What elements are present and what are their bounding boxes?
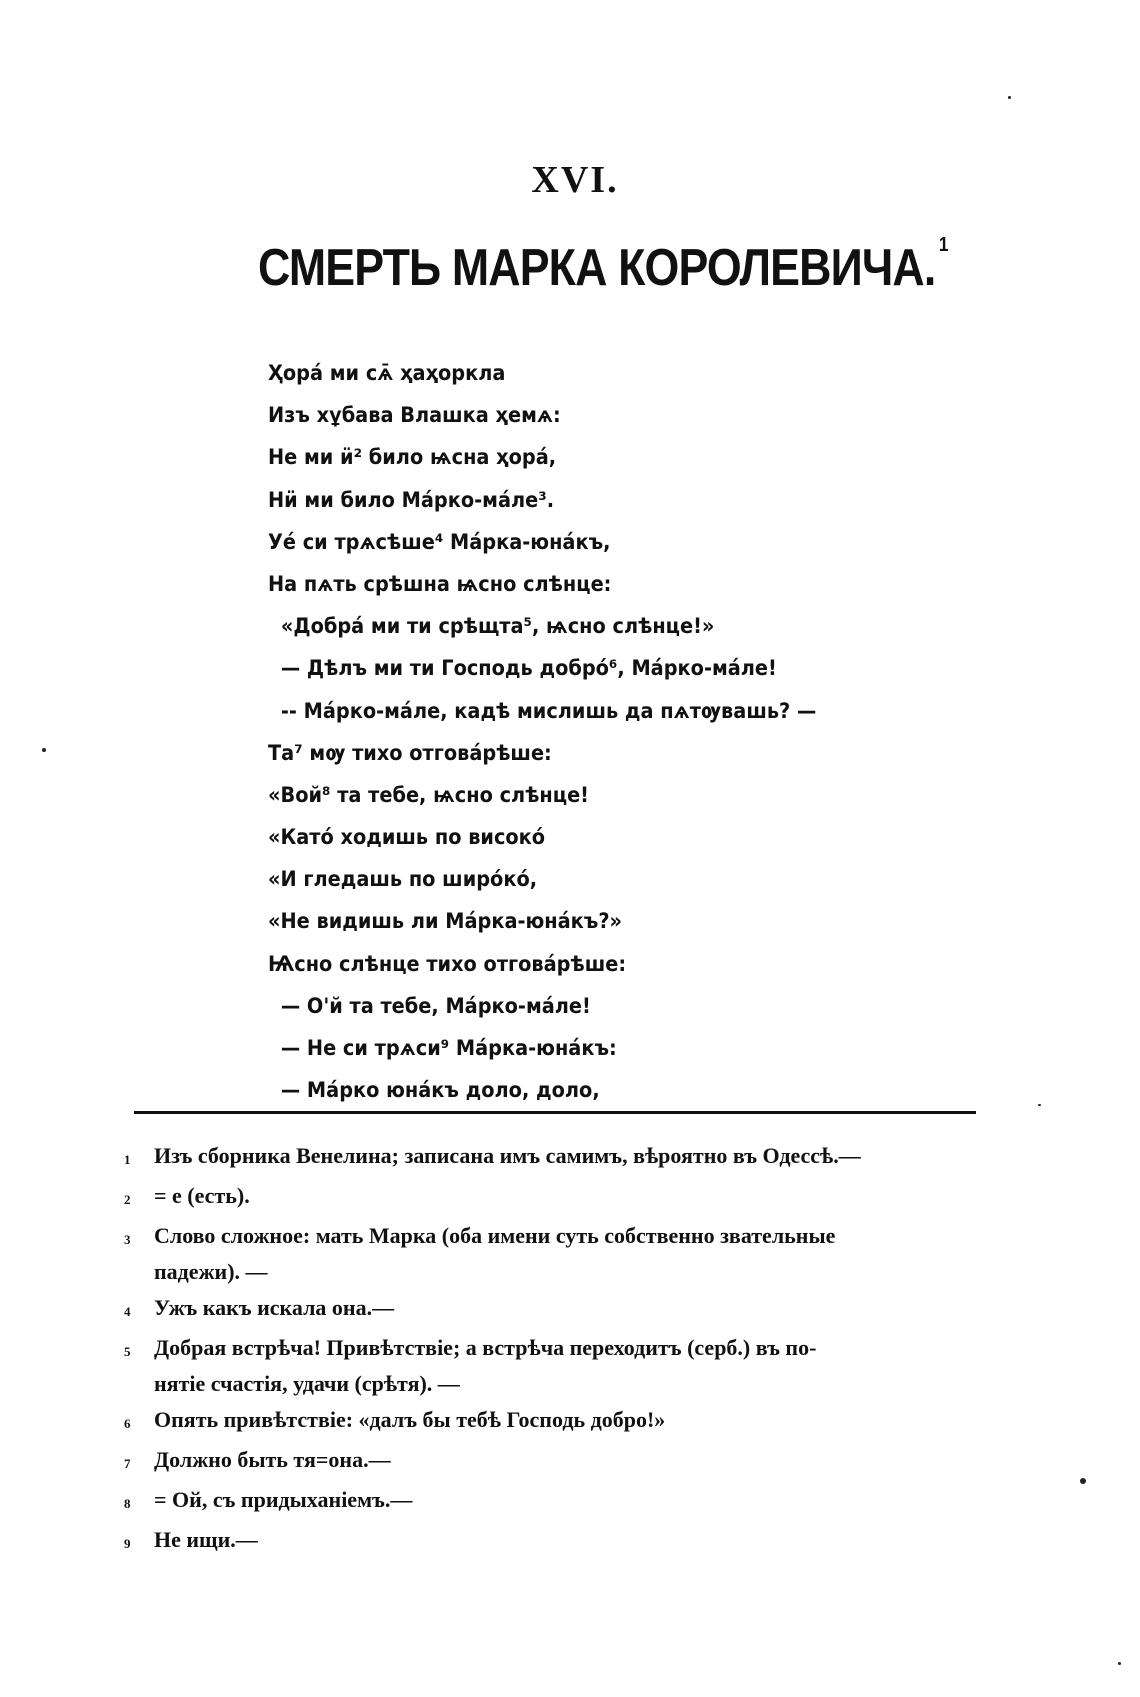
footnote-number: 1 — [124, 1152, 131, 1167]
poem-line: -- Мáрко-мáле, кадѣ мислишь да пѧтѹвашь? — — [280, 698, 817, 723]
footnote-line: Должно быть тя=она.— — [154, 1447, 391, 1472]
poem-line: — О'й та тебе, Мáрко-мáле! — [280, 993, 591, 1018]
poem-line: «Добрá ми ти срѣщта⁵, ѩсно слѣнце!» — [280, 614, 715, 639]
poem-line: Изъ хұбава Влашка ҳемѧ: — [268, 403, 561, 428]
footnote-text — [154, 1178, 1004, 1214]
poem-line: Не ми ӥ² било ѩсна ҳорá, — [268, 445, 557, 470]
poem-line: Ҳорá ми сѧ̄ ҳаҳоркла — [268, 361, 506, 385]
footnote-text — [154, 1522, 1004, 1558]
footnotes — [124, 1138, 1004, 1562]
footnote-line: Слово сложное: мать Марка (оба имени суть собственно звательные — [154, 1223, 836, 1248]
footnote-text — [154, 1290, 1004, 1326]
footnote-text — [154, 1218, 1004, 1290]
footnote — [124, 1330, 1004, 1402]
footnote — [124, 1290, 1004, 1330]
footnote — [124, 1138, 1004, 1178]
footnote-line: Изъ сборника Венелина; записана имъ самимъ, вѣроятно въ Одессѣ.— — [154, 1143, 861, 1168]
footnote-line: падежи). — — [154, 1259, 268, 1284]
footnote-number: 3 — [124, 1232, 131, 1247]
print-speck — [1118, 1662, 1121, 1665]
poem-line: «Като́ ходишь по високо́ — [268, 825, 546, 850]
poem-line: Та⁷ мѹ тихо отговáрѣше: — [268, 740, 552, 765]
title-footnote-mark: 1 — [938, 234, 948, 256]
footnote-number: 6 — [124, 1416, 131, 1431]
footnote-line: Добрая встрѣча! Привѣтствіе; а встрѣча переходитъ (серб.) въ по- — [154, 1335, 817, 1360]
page-title-text: СМЕРТЬ МАРКА КОРОЛЕВИЧА. — [258, 239, 936, 297]
poem-line: — Не си трѧси⁹ Мáрка-юнáкъ: — [280, 1036, 617, 1060]
footnote-text — [154, 1402, 1004, 1438]
footnote-text — [154, 1138, 1004, 1174]
print-speck — [1038, 1104, 1041, 1106]
print-speck — [42, 748, 46, 752]
footnote-text — [154, 1330, 1004, 1402]
poem-line: Нӥ ми било Мáрко-мáле³. — [268, 487, 555, 512]
footnote-divider — [134, 1111, 976, 1114]
footnote-number: 7 — [124, 1456, 131, 1471]
footnote-number: 9 — [124, 1536, 131, 1551]
print-speck — [1008, 96, 1011, 99]
footnote-text — [154, 1442, 1004, 1478]
poem — [268, 352, 868, 1111]
poem-line: «И гледашь по широ́ко́, — [268, 867, 538, 892]
footnote — [124, 1522, 1004, 1562]
poem-line: «Не видишь ли Мáрка-юнáкъ?» — [268, 909, 623, 934]
footnote-number: 8 — [124, 1496, 131, 1511]
page-title — [258, 234, 948, 298]
footnote — [124, 1482, 1004, 1522]
footnote-line: = Ой, съ придыханіемъ.— — [154, 1487, 413, 1512]
footnote-line: нятіе счастія, удачи (срѣтя). — — [154, 1371, 460, 1396]
footnote-line: = е (есть). — [154, 1183, 250, 1208]
poem-line: — Дѣлъ ми ти Господь добро́⁶, Мáрко-мáле! — [280, 656, 777, 681]
poem-line: — Мáрко юнáкъ доло, доло, — [280, 1078, 600, 1103]
poem-line: «Вой⁸ та тебе, ѩсно слѣнце! — [268, 782, 589, 807]
footnote — [124, 1402, 1004, 1442]
footnote-number: 5 — [124, 1344, 131, 1359]
poem-line: Ѩсно слѣнце тихо отговáрѣше: — [268, 951, 627, 976]
poem-line: На пѧть срѣшна ѩсно слѣнце: — [268, 571, 612, 596]
print-speck — [1080, 1478, 1086, 1484]
footnote — [124, 1442, 1004, 1482]
footnote-line: Не ищи.— — [154, 1527, 258, 1552]
footnote-text — [154, 1482, 1004, 1518]
footnote — [124, 1178, 1004, 1218]
footnote-number: 2 — [124, 1192, 131, 1207]
footnote-line: Опять привѣтствіе: «далъ бы тебѣ Господь добро!» — [154, 1407, 666, 1432]
footnote-line: Ужъ какъ искала она.— — [154, 1295, 395, 1320]
chapter-number: XVI. — [531, 159, 619, 201]
footnote — [124, 1218, 1004, 1290]
poem-line: Уé си трѧсѣше⁴ Мáрка-юнáкъ, — [268, 529, 611, 554]
footnote-number: 4 — [124, 1304, 131, 1319]
